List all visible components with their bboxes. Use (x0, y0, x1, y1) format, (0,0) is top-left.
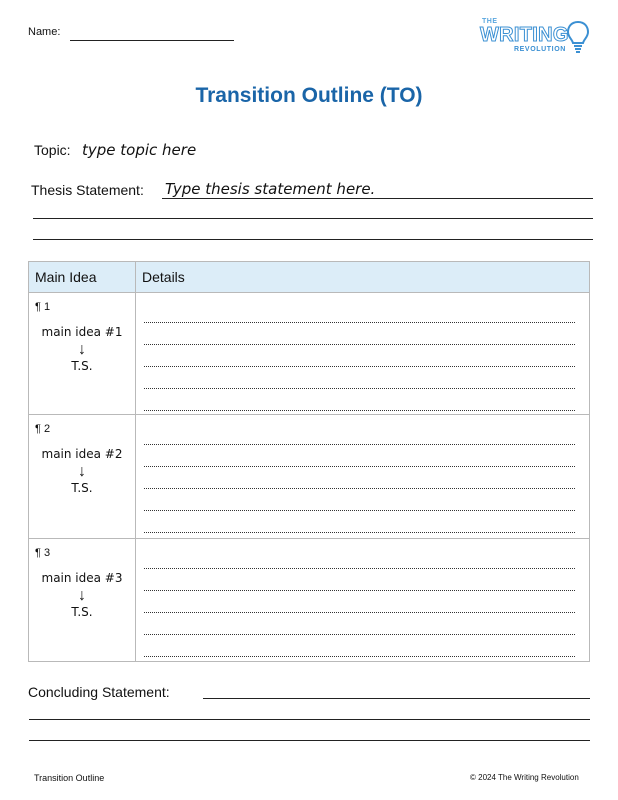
details-lines[interactable] (136, 415, 589, 529)
thesis-field[interactable]: Type thesis statement here. (165, 180, 376, 198)
table-row (29, 539, 590, 662)
detail-line[interactable] (144, 445, 575, 467)
writing-revolution-logo (480, 16, 592, 56)
topic-sentence-label: T.S. (71, 481, 93, 495)
table-row (29, 293, 590, 415)
topic-field[interactable]: type topic here (82, 141, 197, 159)
main-idea-cell[interactable] (29, 293, 136, 415)
details-header: Details (136, 262, 590, 293)
name-label: Name: (28, 26, 61, 38)
detail-line[interactable] (144, 489, 575, 511)
lightbulb-icon (566, 20, 590, 54)
detail-line[interactable] (144, 547, 575, 569)
detail-line[interactable] (144, 569, 575, 591)
details-lines[interactable] (136, 539, 589, 653)
outline-table (28, 261, 590, 662)
details-cell[interactable] (136, 293, 590, 415)
logo-revolution-text: REVOLUTION (514, 46, 566, 53)
detail-line[interactable] (144, 345, 575, 367)
detail-line[interactable] (144, 613, 575, 635)
topic-sentence-label: T.S. (71, 605, 93, 619)
main-idea-cell[interactable] (29, 415, 136, 539)
logo-writing-text: WRITING (480, 24, 569, 46)
main-idea-header: Main Idea (29, 262, 136, 293)
concluding-line-1[interactable] (203, 698, 590, 699)
main-idea-text: main idea #3 (41, 571, 123, 585)
page-title: Transition Outline (TO) (195, 84, 423, 107)
footer-copyright: © 2024 The Writing Revolution (470, 773, 579, 782)
detail-line[interactable] (144, 635, 575, 657)
concluding-line-2[interactable] (29, 719, 590, 720)
thesis-line-1[interactable] (162, 198, 593, 199)
details-lines[interactable] (136, 293, 589, 407)
table-row (29, 415, 590, 539)
concluding-statement-label: Concluding Statement: (28, 684, 170, 700)
thesis-line-2[interactable] (33, 218, 593, 219)
topic-sentence-label: T.S. (71, 359, 93, 373)
detail-line[interactable] (144, 323, 575, 345)
paragraph-number: ¶ 1 (35, 301, 51, 313)
topic-label: Topic: (34, 142, 71, 158)
detail-line[interactable] (144, 511, 575, 533)
down-arrow-icon: ↓ (78, 587, 86, 604)
detail-line[interactable] (144, 423, 575, 445)
name-field[interactable] (70, 40, 234, 41)
logo-the-text: THE (482, 18, 498, 25)
down-arrow-icon: ↓ (78, 341, 86, 358)
main-idea-text: main idea #1 (41, 325, 123, 339)
main-idea-cell[interactable] (29, 539, 136, 662)
paragraph-number: ¶ 3 (35, 547, 51, 559)
detail-line[interactable] (144, 301, 575, 323)
details-cell[interactable] (136, 539, 590, 662)
detail-line[interactable] (144, 467, 575, 489)
details-cell[interactable] (136, 415, 590, 539)
concluding-line-3[interactable] (29, 740, 590, 741)
detail-line[interactable] (144, 591, 575, 613)
down-arrow-icon: ↓ (78, 463, 86, 480)
thesis-line-3[interactable] (33, 239, 593, 240)
paragraph-number: ¶ 2 (35, 423, 51, 435)
thesis-label: Thesis Statement: (31, 182, 144, 198)
main-idea-text: main idea #2 (41, 447, 123, 461)
footer-doc-title: Transition Outline (34, 773, 105, 783)
table-header-row (29, 262, 590, 293)
detail-line[interactable] (144, 367, 575, 389)
detail-line[interactable] (144, 389, 575, 411)
